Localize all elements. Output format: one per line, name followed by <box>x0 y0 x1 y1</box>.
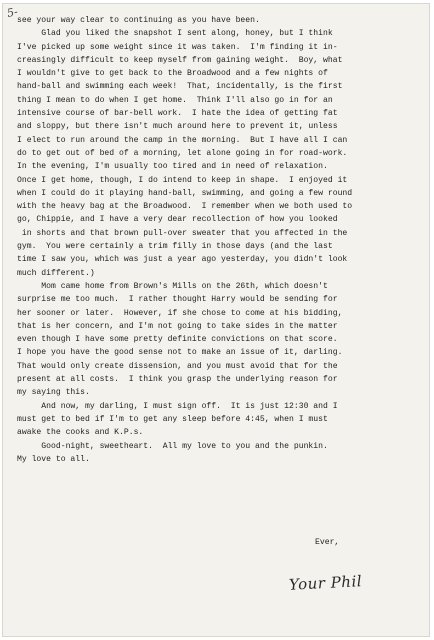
letter-line: hand-ball and swimming each week! That, incidentally, is the first <box>17 82 343 92</box>
letter-line: I elect to run around the camp in the morning. But I have all I can <box>17 135 348 145</box>
closing-line: Ever, <box>315 538 340 547</box>
letter-line: thing I mean to do when I get home. Think I'll also go in for an <box>17 95 333 105</box>
letter-line: see your way clear to continuing as you have been. <box>17 16 260 25</box>
letter-line: her sooner or later. However, if she chose to come at his bidding, <box>17 308 343 318</box>
letter-line: do to get out of bed of a morning, let alone going in for road-work. <box>17 148 348 158</box>
letter-body <box>17 14 421 466</box>
letter-line: That would only create dissension, and you must avoid that for the <box>17 361 338 371</box>
letter-line: I wouldn't give to get back to the Broadwood and a few nights of <box>17 69 328 79</box>
letter-line: much different.) <box>17 268 95 278</box>
letter-line: when I could do it playing hand-ball, swimming, and going a few round <box>17 188 353 198</box>
corner-page-note: 5- <box>5 5 19 20</box>
letter-line: gym. You were certainly a trim filly in those days (and the last <box>17 242 333 252</box>
letter-line: creasingly difficult to keep myself from gaining weight. Boy, what <box>17 55 343 65</box>
letter-page <box>3 4 429 636</box>
letter-line: my saying this. <box>17 388 90 398</box>
letter-line: And now, my darling, I must sign off. It is just 12:30 and I <box>17 401 338 411</box>
letter-line: In the evening, I'm usually too tired and in need of relaxation. <box>17 162 328 172</box>
letter-line: Mom came home from Brown's Mills on the 26th, which doesn't <box>17 281 328 291</box>
letter-line: and sloppy, but there isn't much around here to prevent it, unless <box>17 122 338 132</box>
letter-line: surprise me too much. I rather thought Harry would be sending for <box>17 295 338 305</box>
letter-line: with the heavy bag at the Broadwood. I remember when we both used to <box>17 202 353 212</box>
letter-line: that is her concern, and I'm not going to take sides in the matter <box>17 321 338 331</box>
letter-line: in shorts and that brown pull-over sweater that you affected in the <box>17 228 348 238</box>
letter-line: present at all costs. I think you grasp the underlying reason for <box>17 375 338 385</box>
letter-line: My love to all. <box>17 454 90 464</box>
letter-line: even though I have some pretty definite convictions on that score. <box>17 335 338 345</box>
letter-line: intensive course of bar-bell work. I hate the idea of getting fat <box>17 109 338 119</box>
letter-line: Glad you liked the snapshot I sent along, honey, but I think <box>17 29 333 39</box>
letter-line: Once I get home, though, I do intend to keep in shape. I enjoyed it <box>17 175 348 185</box>
letter-line: Good-night, sweetheart. All my love to you and the punkin. <box>17 441 328 451</box>
letter-line: go, Chippie, and I have a very dear recollection of how you looked <box>17 215 338 225</box>
letter-line: awake the cooks and K.P.s. <box>17 428 144 438</box>
handwritten-signature: Your Phil <box>288 572 363 594</box>
letter-line: I've picked up some weight since it was taken. I'm finding it in- <box>17 42 338 52</box>
letter-line: time I saw you, which was just a year ago yesterday, you didn't look <box>17 255 348 265</box>
letter-line: must get to bed if I'm to get any sleep before 4:45, when I must <box>17 414 328 424</box>
letter-line: I hope you have the good sense not to make an issue of it, darling. <box>17 348 343 358</box>
